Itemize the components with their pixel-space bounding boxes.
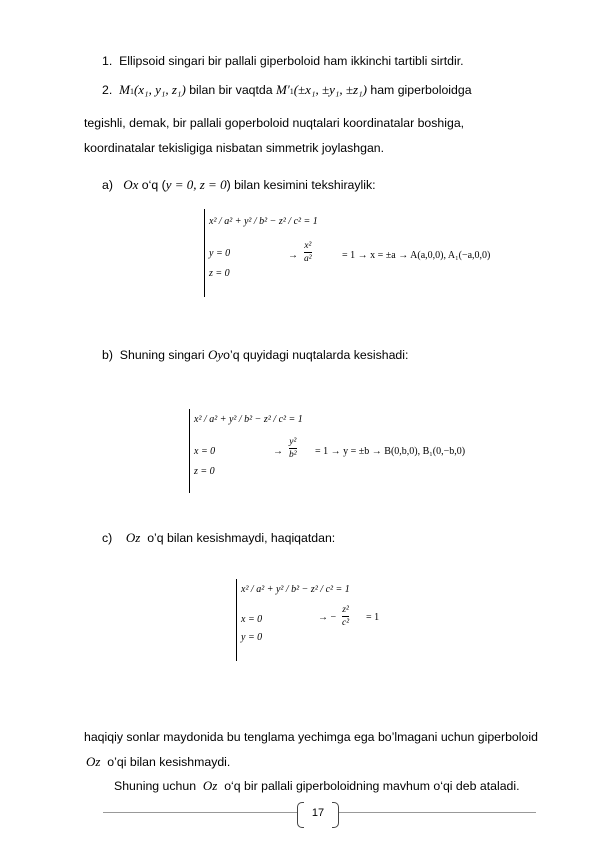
item-1-number: 1. [102,54,113,68]
point-m1p-args: (±x₁, ±y₁, ±z₁) [293,82,367,97]
system-c-result: = 1 [366,612,380,623]
system-c-arrow: → − [318,612,337,623]
section-c-text-post: o’q bilan kesishmaydi, haqiqatdan: [147,531,336,545]
para2-line2-text: o’qi bilan kesishmaydi. [107,755,231,769]
system-c-eq2: x = 0 [241,614,263,625]
page-number-box [297,802,339,826]
system-b-eq1: x² / a² + y² / b² − z² / c² = 1 [194,414,303,425]
para2-line3-pre: Shuning uchun [114,779,197,793]
point-m1-args: (x₁, y₁, z₁) [133,82,186,97]
section-c-heading [102,530,335,546]
system-a [200,205,520,300]
item-1-text: Ellipsoid singari bir pallali giperboloid ham ikkinchi tartibli sirtdir. [119,54,464,68]
section-b-text-pre: Shuning singari [119,348,205,362]
axis-oy: Oy [207,347,224,362]
para2-line3-post: o‘q bir pallali giperboloidning mavhum o‘qi deb ataladi. [224,779,520,793]
system-a-result-fraction: x² a² [304,241,312,264]
point-m1-name: M [119,82,130,97]
system-b-arrow: → [273,446,283,457]
system-b-eq2: x = 0 [194,446,216,457]
axis-ox: Ox [123,177,139,192]
section-a-condition: y = 0, z = 0 [165,177,227,192]
system-b-result: = 1 → y = ±b → B(0,b,0), B₁(0,−b,0) [315,446,466,457]
footer-rule-left [103,812,297,813]
item-1 [102,54,464,69]
axis-oz-inline-2: Oz [202,778,218,793]
section-a-text-post: ) bilan kesimini tekshiraylik: [226,178,376,192]
system-c-eq3: y = 0 [241,632,263,643]
section-b-marker: b) [102,348,113,362]
system-a-eq1: x² / a² + y² / b² − z² / c² = 1 [209,216,318,227]
para1-line2: koordinatalar tekisligiga nisbatan simmetrik joylashgan. [84,141,385,155]
axis-oz: Oz [125,530,141,545]
axis-oz-inline: Oz [86,754,101,769]
para2-line2 [86,754,230,770]
section-b-heading [102,347,408,363]
system-b [185,405,505,495]
item-2 [102,82,472,99]
page-number: 17 [311,807,325,819]
point-m1-prime: M′1(±x₁, ±y₁, ±z₁) [276,82,367,97]
system-brace [236,579,237,661]
system-brace [204,209,205,297]
para1-line1: tegishli, demak, bir pallali goperboloid nuqtalari koordinatalar boshiga, [84,116,465,130]
section-a-marker: a) [102,178,113,192]
system-c-result-fraction: z² c² [342,605,350,628]
system-a-eq3: z = 0 [209,268,230,279]
system-c [232,575,452,663]
item-2-text-post: ham giperboloidga [370,83,472,97]
system-a-eq2: y = 0 [209,248,231,259]
item-2-text-pre: bilan bir vaqtda [189,83,273,97]
section-c-marker: c) [102,531,113,545]
system-b-result-fraction: y² b² [289,437,297,460]
system-c-eq1: x² / a² + y² / b² − z² / c² = 1 [241,584,350,595]
system-b-eq3: z = 0 [194,466,215,477]
footer-rule-right [339,812,536,813]
system-brace [189,409,190,493]
section-a-text-pre: o‘q ( [141,178,166,192]
para2-line3 [114,778,520,794]
section-b-text-post: o’q quyidagi nuqtalarda kesishadi: [223,348,409,362]
para2-line1: haqiqiy sonlar maydonida bu tenglama yechimga ega bo’lmagani uchun giperboloid [84,730,538,744]
item-2-number: 2. [102,83,113,97]
section-a-heading [102,177,376,193]
point-m1: M1(x₁, y₁, z₁) [119,82,186,97]
point-m1p-name: M′ [276,82,290,97]
system-a-result: = 1 → x = ±a → A(a,0,0), A₁(−a,0,0) [342,250,491,261]
system-a-arrow: → [288,250,298,261]
